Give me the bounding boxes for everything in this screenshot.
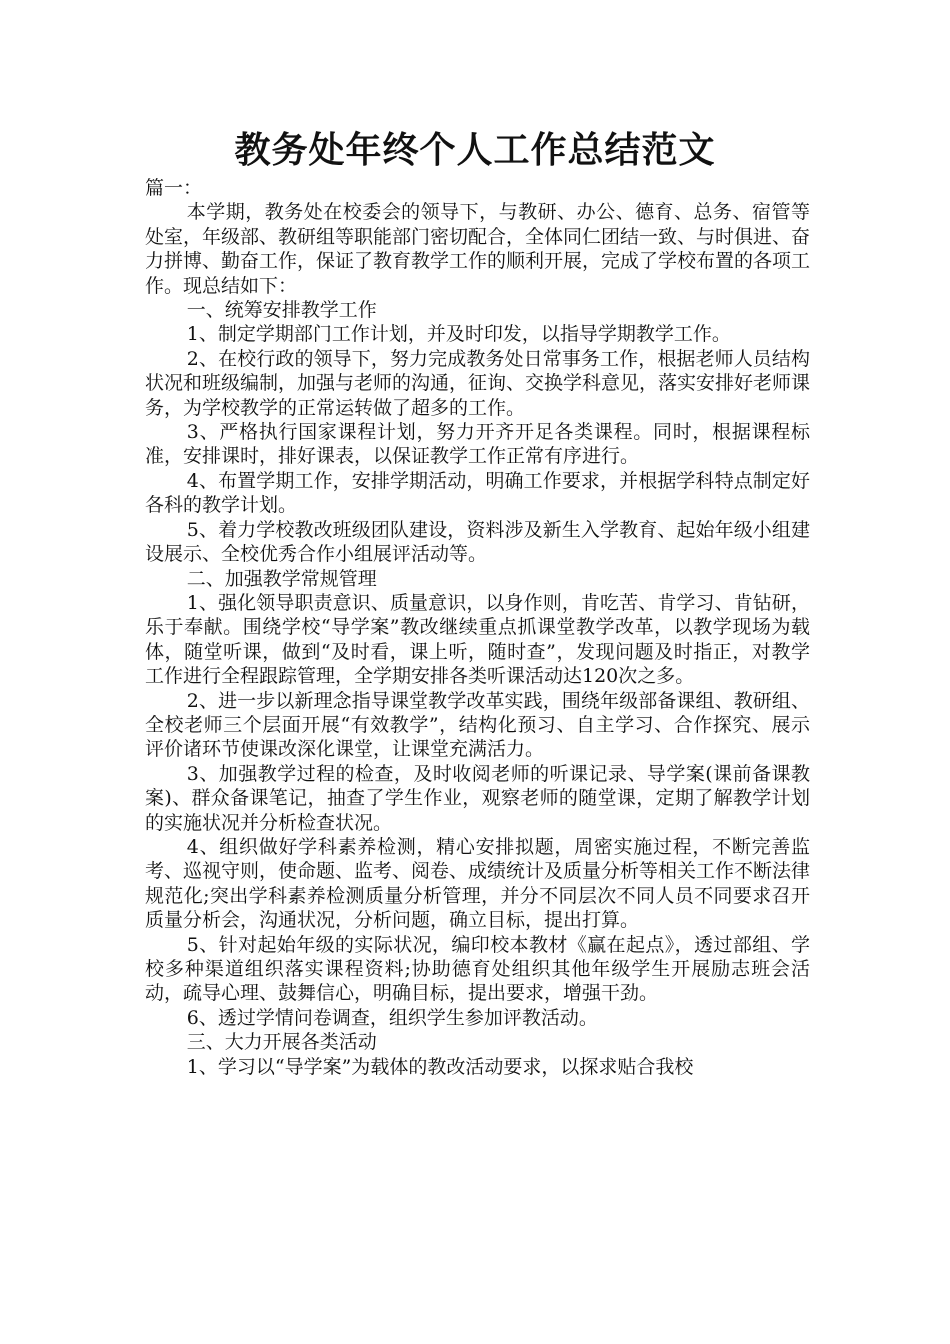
paragraph-1-5: 5、着力学校教改班级团队建设，资料涉及新生入学教育、起始年级小组建设展示、全校优秀合作小组展评活动等。 bbox=[145, 518, 810, 566]
paragraph-1-2: 2、在校行政的领导下，努力完成教务处日常事务工作，根据老师人员结构状况和班级编制，加强与老师的沟通，征询、交换学科意见，落实安排好老师课务，为学校教学的正常运转做了超多的工作。 bbox=[145, 347, 811, 419]
document-body bbox=[145, 176, 810, 1079]
section-heading-3: 三、大力开展各类活动 bbox=[186, 1031, 377, 1054]
paragraph-2-4: 4、组织做好学科素养检测，精心安排拟题，周密实施过程，不断完善监考、巡视守则，使命题、监考、阅卷、成绩统计及质量分析等相关工作不断法律规范化;突出学科素养检测质量分析管理，并分不同层次不同人员不同要求召开质量分析会，沟通状况，分析问题，确立目标，提出打算。 bbox=[145, 835, 811, 932]
paragraph-1-3: 3、严格执行国家课程计划，努力开齐开足各类课程。同时，根据课程标准，安排课时，排好课表，以保证教学工作正常有序进行。 bbox=[145, 421, 810, 468]
intro-paragraph: 本学期，教务处在校委会的领导下，与教研、办公、德育、总务、宿管等处室，年级部、教研组等职能部门密切配合，全体同仁团结一致、与时俱进、奋力拼博、勤奋工作，保证了教育教学工作的顺利开展，完成了学校布置的各项工作。现总结如下： bbox=[145, 201, 811, 297]
paragraph-2-3: 3、加强教学过程的检查，及时收阅老师的听课记录、导学案(课前备课教案)、群众备课笔记，抽查了学生作业，观察老师的随堂课，定期了解教学计划的实施状况并分析检查状况。 bbox=[145, 762, 810, 834]
document-title: 教务处年终个人工作总结范文 bbox=[234, 130, 716, 171]
paragraph-2-5: 5、针对起始年级的实际状况，编印校本教材《赢在起点》，透过部组、学校多种渠道组织落实课程资料;协助德育处组织其他年级学生开展励志班会活动，疏导心理、鼓舞信心，明确目标，提出要求，增强干劲。 bbox=[145, 933, 810, 1005]
section-label: 篇一： bbox=[145, 177, 203, 199]
paragraph-2-2: 2、进一步以新理念指导课堂教学改革实践，围绕年级部备课组、教研组、全校老师三个层面开展“有效教学”，结构化预习、自主学习、合作探究、展示评价诸环节使课改深化课堂，让课堂充满活力。 bbox=[145, 689, 810, 761]
paragraph-1-4: 4、布置学期工作，安排学期活动，明确工作要求，并根据学科特点制定好各科的教学计划。 bbox=[145, 469, 810, 517]
paragraph-1-1: 1、制定学期部门工作计划，并及时印发，以指导学期教学工作。 bbox=[186, 323, 731, 346]
section-heading-2: 二、加强教学常规管理 bbox=[186, 567, 377, 590]
paragraph-2-6: 6、透过学情问卷调查，组织学生参加评教活动。 bbox=[186, 1006, 598, 1029]
section-heading-1: 一、统筹安排教学工作 bbox=[186, 299, 377, 322]
paragraph-3-1: 1、学习以“导学案”为载体的教改活动要求，以探求贴合我校 bbox=[186, 1055, 694, 1078]
paragraph-2-1: 1、强化领导职责意识、质量意识，以身作则，肯吃苦、肯学习、肯钻研，乐于奉献。围绕学校“导学案”教改继续重点抓课堂教学改革，以教学现场为载体，随堂听课，做到“及时看，课上听，随时查”，发现问题及时指正，对教学工作进行全程跟踪管理，全学期安排各类听课活动达120次之多。 bbox=[145, 591, 810, 688]
